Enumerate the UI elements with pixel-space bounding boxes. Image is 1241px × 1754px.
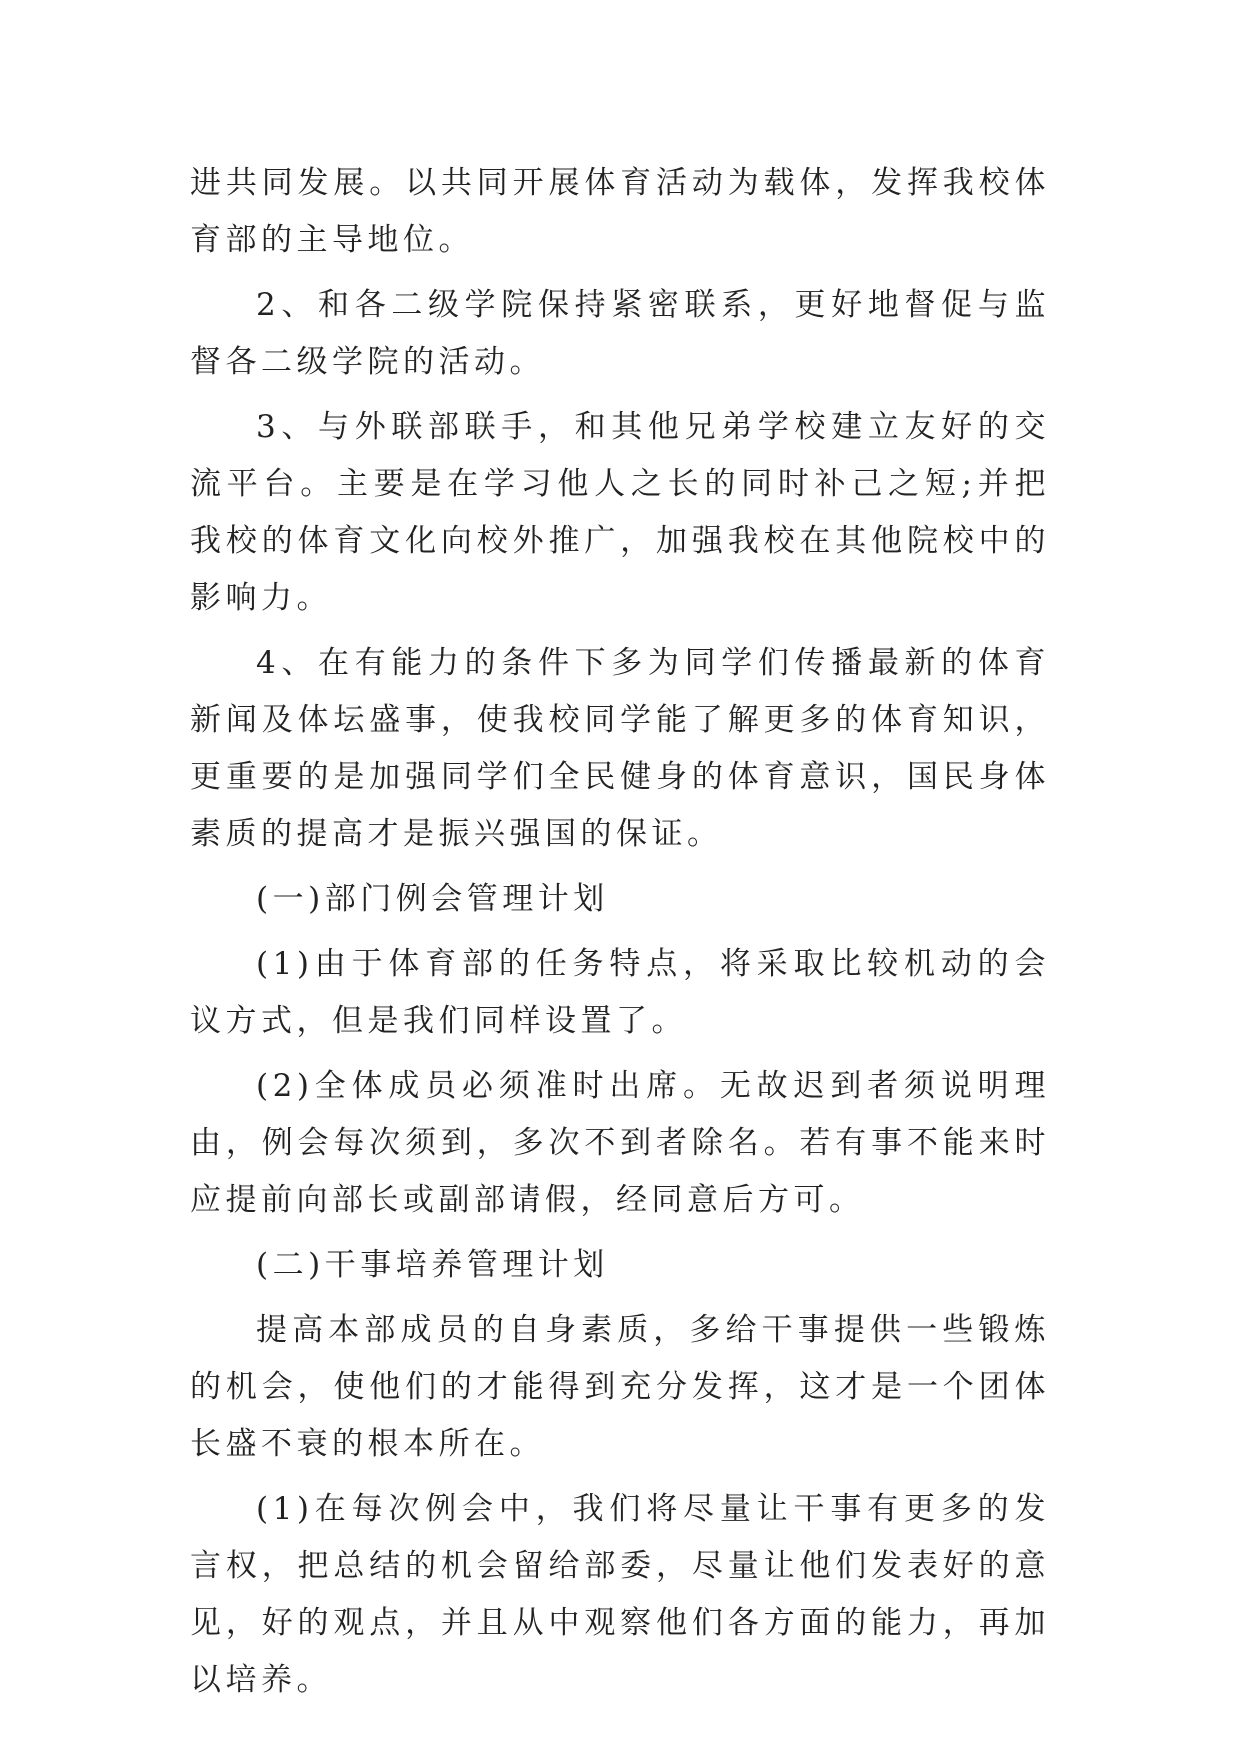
- section-heading-meeting-plan: (一)部门例会管理计划: [256, 881, 609, 917]
- paragraph-item-4: 4、在有能力的条件下多为同学们传播最新的体育新闻及体坛盛事，使我校同学能了解更多的体育知识，更重要的是加强同学们全民健身的体育意识，国民身体素质的提高才是振兴强国的保证。: [190, 645, 1050, 852]
- paragraph-training-intro: 提高本部成员的自身素质，多给干事提供一些锻炼的机会，使他们的才能得到充分发挥，这才是一个团体长盛不衰的根本所在。: [190, 1312, 1050, 1462]
- paragraph-continuation: 进共同发展。以共同开展体育活动为载体，发挥我校体育部的主导地位。: [190, 165, 1050, 258]
- document-body: [190, 155, 1050, 1717]
- paragraph-training-1: (1)在每次例会中，我们将尽量让干事有更多的发言权，把总结的机会留给部委，尽量让他们发表好的意见，好的观点，并且从中观察他们各方面的能力，再加以培养。: [190, 1491, 1050, 1698]
- paragraph-item-2: 2、和各二级学院保持紧密联系，更好地督促与监督各二级学院的活动。: [190, 287, 1050, 380]
- paragraph-item-3: 3、与外联部联手，和其他兄弟学校建立友好的交流平台。主要是在学习他人之长的同时补己之短;并把我校的体育文化向校外推广，加强我校在其他院校中的影响力。: [190, 409, 1050, 616]
- section-heading-staff-training: (二)干事培养管理计划: [256, 1247, 609, 1283]
- paragraph-meeting-1: (1)由于体育部的任务特点，将采取比较机动的会议方式，但是我们同样设置了。: [190, 946, 1050, 1039]
- paragraph-meeting-2: (2)全体成员必须准时出席。无故迟到者须说明理由，例会每次须到，多次不到者除名。若有事不能来时应提前向部长或副部请假，经同意后方可。: [190, 1068, 1050, 1218]
